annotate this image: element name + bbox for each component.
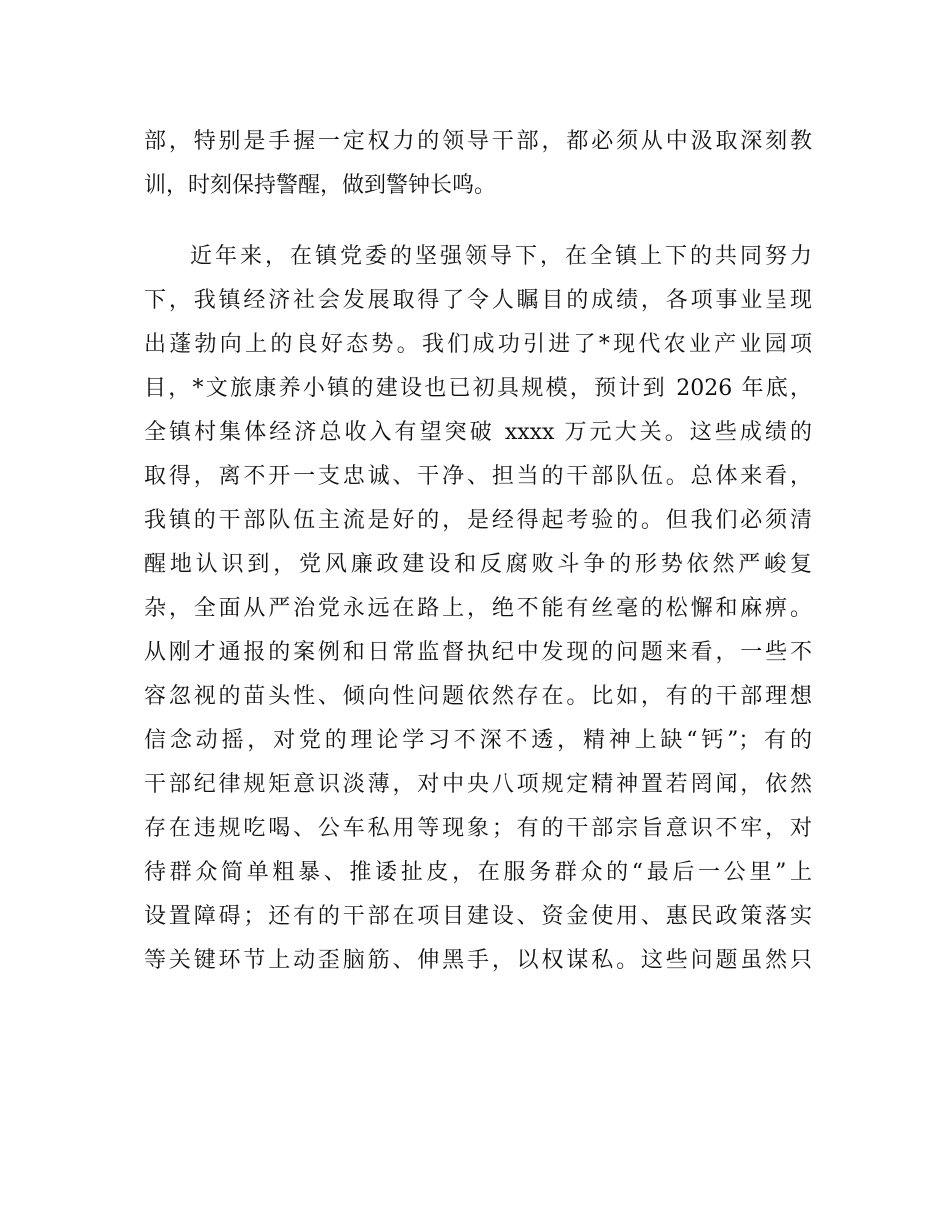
paragraph-2-line-11: 容忽视的苗头性、倾向性问题依然存在。比如，有的干部理想 (144, 684, 812, 709)
paragraph-2-line-2: 下，我镇经济社会发展取得了令人瞩目的成绩，各项事业呈现 (144, 288, 812, 313)
paragraph-2-line-13: 干部纪律规矩意识淡薄，对中央八项规定精神置若罔闻，依然 (144, 772, 812, 797)
paragraph-2-line-5: 全镇村集体经济总收入有望突破 xxxx 万元大关。这些成绩的 (144, 420, 812, 445)
paragraph-2-line-6: 取得，离不开一支忠诚、干净、担当的干部队伍。总体来看， (144, 464, 812, 489)
paragraph-2-line-16: 设置障碍；还有的干部在项目建设、资金使用、惠民政策落实 (144, 904, 812, 929)
paragraph-2-line-12: 信念动摇，对党的理论学习不深不透，精神上缺“钙”；有的 (144, 728, 812, 753)
paragraph-2-line-15: 待群众简单粗暴、推诿扯皮，在服务群众的“最后一公里”上 (144, 860, 812, 885)
paragraph-2-line-1: 近年来，在镇党委的坚强领导下，在全镇上下的共同努力 (190, 244, 812, 269)
paragraph-1-line-2: 训，时刻保持警醒，做到警钟长鸣。 (144, 173, 497, 198)
paragraph-2-line-17: 等关键环节上动歪脑筋、伸黑手，以权谋私。这些问题虽然只 (144, 948, 812, 973)
paragraph-2 (144, 235, 812, 983)
paragraph-1-line-1: 部，特别是手握一定权力的领导干部，都必须从中汲取深刻教 (144, 129, 812, 154)
paragraph-2-line-14: 存在违规吃喝、公车私用等现象；有的干部宗旨意识不牢，对 (144, 816, 812, 841)
paragraph-2-line-9: 杂，全面从严治党永远在路上，绝不能有丝毫的松懈和麻痹。 (144, 596, 812, 621)
paragraph-2-line-7: 我镇的干部队伍主流是好的，是经得起考验的。但我们必须清 (144, 508, 812, 533)
paragraph-2-line-8: 醒地认识到，党风廉政建设和反腐败斗争的形势依然严峻复 (144, 552, 812, 577)
paragraph-1 (144, 120, 812, 208)
paragraph-2-line-10: 从刚才通报的案例和日常监督执纪中发现的问题来看，一些不 (144, 640, 812, 665)
paragraph-2-line-3: 出蓬勃向上的良好态势。我们成功引进了*现代农业产业园项 (144, 332, 812, 357)
paragraph-2-line-4: 目，*文旅康养小镇的建设也已初具规模，预计到 2026 年底， (144, 376, 812, 401)
